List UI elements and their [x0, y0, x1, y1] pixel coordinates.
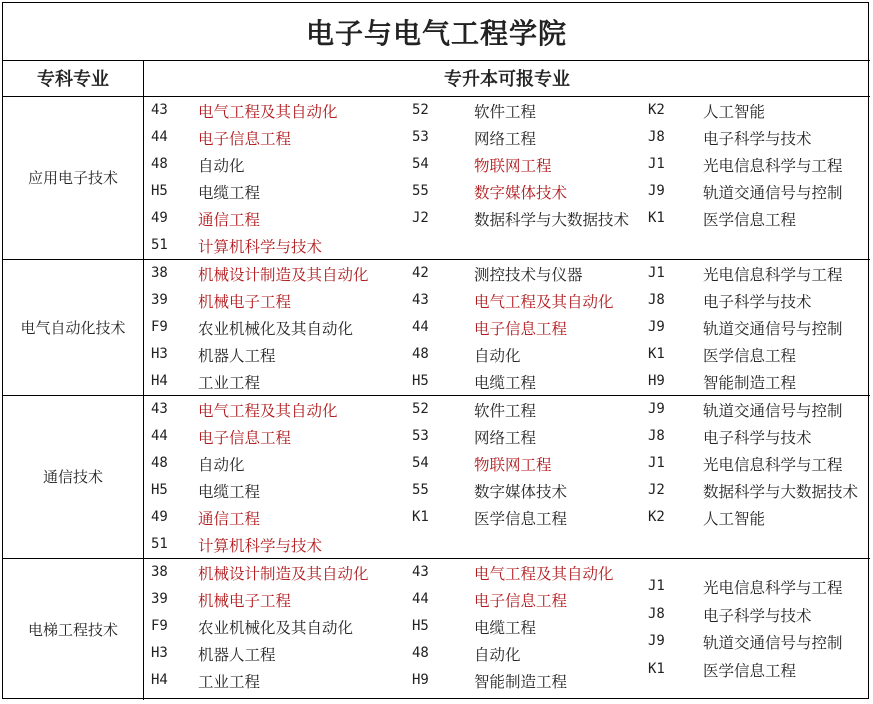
major-name: 软件工程 [474, 103, 537, 121]
major-code: 55 [412, 482, 429, 498]
major-code: J8 [648, 428, 665, 444]
major-code: K2 [648, 509, 665, 525]
major-name: 数字媒体技术 [474, 184, 568, 202]
major-name: 自动化 [474, 646, 521, 664]
major-code: 38 [151, 564, 168, 580]
major-code: J2 [648, 482, 665, 498]
major-name: 光电信息科学与工程 [703, 579, 843, 597]
major-code: 53 [412, 129, 429, 145]
major-name: 网络工程 [474, 130, 537, 148]
major-name: 物联网工程 [474, 456, 552, 474]
major-name: 农业机械化及其自动化 [198, 320, 354, 338]
major-name: 电缆工程 [198, 184, 261, 202]
major-code: 44 [151, 129, 168, 145]
major-code: 54 [412, 156, 429, 172]
major-code: J1 [648, 578, 665, 594]
major-code: K1 [648, 210, 665, 226]
dept-name: 电气自动化技术 [20, 318, 126, 337]
major-code: 48 [151, 156, 168, 172]
major-name: 光电信息科学与工程 [703, 266, 843, 284]
major-name: 电气工程及其自动化 [474, 293, 614, 311]
major-name: 电子信息工程 [198, 429, 292, 447]
column-divider [143, 60, 144, 700]
header-upgrade-majors: 专升本可报专业 [444, 69, 570, 90]
major-code: 43 [151, 401, 168, 417]
header-specialty: 专科专业 [37, 69, 109, 90]
major-code: H5 [412, 373, 429, 389]
major-name: 测控技术与仪器 [474, 266, 583, 284]
major-code: H5 [151, 183, 168, 199]
major-name: 数据科学与大数据技术 [703, 483, 859, 501]
major-code: 53 [412, 428, 429, 444]
major-code: F9 [151, 618, 168, 634]
major-name: 数据科学与大数据技术 [474, 211, 630, 229]
major-name: 网络工程 [474, 429, 537, 447]
major-code: 51 [151, 536, 168, 552]
dept-name: 电梯工程技术 [27, 620, 118, 639]
major-name: 农业机械化及其自动化 [198, 619, 354, 637]
major-code: J8 [648, 129, 665, 145]
major-code: K1 [648, 346, 665, 362]
major-name: 电气工程及其自动化 [198, 402, 338, 420]
major-name: 医学信息工程 [474, 510, 568, 528]
major-code: H5 [151, 482, 168, 498]
major-code: H9 [412, 672, 429, 688]
major-code: H5 [412, 618, 429, 634]
major-name: 电缆工程 [198, 483, 261, 501]
major-name: 人工智能 [703, 103, 766, 121]
major-code: J8 [648, 605, 665, 622]
major-code: H4 [151, 373, 168, 389]
major-code: 44 [151, 428, 168, 444]
major-name: 通信工程 [198, 510, 261, 528]
major-name: 电子信息工程 [474, 592, 568, 610]
major-code: 51 [151, 237, 168, 253]
major-code: 49 [151, 509, 168, 525]
major-code: H4 [151, 672, 168, 688]
major-name: 光电信息科学与工程 [703, 456, 843, 474]
major-code: J1 [648, 156, 665, 172]
major-name: 机械电子工程 [198, 293, 292, 311]
major-name: 电气工程及其自动化 [198, 103, 338, 121]
major-name: 电子科学与技术 [703, 130, 812, 148]
major-code: 38 [151, 265, 168, 281]
major-code: H3 [151, 645, 168, 661]
major-code: J1 [648, 265, 665, 281]
major-name: 物联网工程 [474, 157, 552, 175]
major-code: 49 [151, 210, 168, 226]
major-code: K2 [648, 102, 665, 118]
major-name: 轨道交通信号与控制 [703, 184, 843, 202]
major-name: 电子信息工程 [198, 130, 292, 148]
major-code: 48 [151, 455, 168, 471]
major-name: 机械电子工程 [198, 592, 292, 610]
major-name: 工业工程 [198, 374, 261, 392]
page-title: 电子与电气工程学院 [305, 16, 567, 50]
major-name: 机器人工程 [198, 347, 276, 365]
major-code: 44 [412, 591, 429, 607]
major-code: K1 [648, 660, 665, 677]
major-name: 电子科学与技术 [703, 606, 812, 625]
dept-name: 应用电子技术 [27, 169, 118, 187]
major-name: 电子信息工程 [474, 320, 568, 338]
major-name: 电缆工程 [474, 374, 537, 392]
major-code: 52 [412, 401, 429, 417]
major-name: 人工智能 [703, 510, 766, 528]
dept-name: 通信技术 [42, 468, 103, 486]
major-name: 自动化 [474, 347, 521, 365]
major-code: J9 [648, 319, 665, 335]
major-code: F9 [151, 319, 168, 335]
major-code: 42 [412, 265, 429, 281]
major-code: J9 [648, 633, 665, 649]
major-code: 52 [412, 102, 429, 118]
major-code: 39 [151, 591, 168, 607]
major-name: 工业工程 [198, 673, 261, 691]
major-name: 通信工程 [198, 211, 261, 229]
major-code: 43 [412, 292, 429, 308]
major-code: 55 [412, 183, 429, 199]
major-code: J2 [412, 210, 429, 226]
major-code: J9 [648, 183, 665, 199]
major-name: 医学信息工程 [703, 347, 797, 365]
major-name: 医学信息工程 [703, 661, 797, 680]
major-code: 43 [412, 564, 429, 580]
major-name: 自动化 [198, 456, 245, 474]
major-code: K1 [412, 509, 429, 525]
major-code: J8 [648, 292, 665, 308]
major-name: 轨道交通信号与控制 [703, 402, 843, 420]
college-majors-table [2, 2, 869, 699]
major-name: 医学信息工程 [703, 211, 797, 229]
major-code: H3 [151, 346, 168, 362]
major-name: 机械设计制造及其自动化 [198, 266, 369, 284]
major-code: 43 [151, 102, 168, 118]
major-name: 电子科学与技术 [703, 429, 812, 447]
major-code: 48 [412, 346, 429, 362]
major-name: 轨道交通信号与控制 [703, 634, 843, 652]
major-name: 软件工程 [474, 402, 537, 420]
major-code: 54 [412, 455, 429, 471]
major-name: 计算机科学与技术 [198, 238, 323, 256]
major-name: 电子科学与技术 [703, 293, 812, 311]
major-name: 计算机科学与技术 [198, 537, 323, 555]
major-name: 轨道交通信号与控制 [703, 320, 843, 338]
major-code: J9 [648, 401, 665, 417]
major-code: 48 [412, 645, 429, 661]
major-name: 数字媒体技术 [474, 483, 568, 501]
major-name: 智能制造工程 [703, 374, 797, 392]
major-code: 39 [151, 292, 168, 308]
major-name: 自动化 [198, 157, 245, 175]
major-name: 电缆工程 [474, 619, 537, 637]
major-name: 机械设计制造及其自动化 [198, 565, 369, 583]
major-code: 44 [412, 319, 429, 335]
major-name: 机器人工程 [198, 646, 276, 664]
major-code: J1 [648, 455, 665, 471]
major-name: 智能制造工程 [474, 673, 568, 691]
major-name: 电气工程及其自动化 [474, 565, 614, 583]
major-code: H9 [648, 373, 665, 389]
major-name: 光电信息科学与工程 [703, 157, 843, 175]
